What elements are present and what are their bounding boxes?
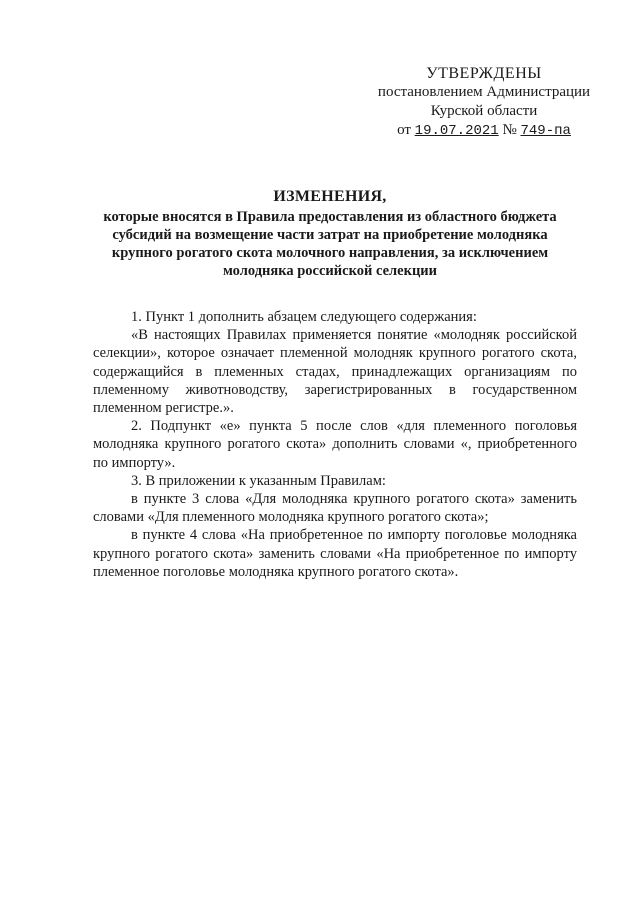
document-body — [93, 308, 577, 581]
paragraph-3: 2. Подпункт «е» пункта 5 после слов «для племенного поголовья молодняка крупного рогатого скота» дополнить словами «, приобретенного по импорту». — [93, 418, 577, 471]
approval-issuer: постановлением Администрации — [377, 84, 591, 100]
date-prefix: от — [397, 122, 411, 138]
approval-date-row — [364, 121, 604, 141]
document-title: ИЗМЕНЕНИЯ, — [273, 188, 387, 205]
paragraph-5: в пункте 3 слова «Для молодняка крупного рогатого скота» заменить словами «Для племенного молодняка крупного рогатого скота»; — [93, 491, 577, 526]
approval-number: 749-па — [520, 123, 571, 139]
approval-date: 19.07.2021 — [414, 123, 499, 139]
paragraph-2: «В настоящих Правилах применяется понятие «молодняк российской селекции», которое означает племенной молодняк крупного рогатого скота, содержащийся в племенных стадах, принадлежащих организациям по племенному животноводству, зарегистрированных в государственном племенном регистре.». — [93, 327, 577, 417]
approval-region: Курской области — [430, 103, 538, 119]
document-heading — [96, 188, 564, 280]
paragraph-6: в пункте 4 слова «На приобретенное по импорту поголовье молодняка крупного рогатого скота» заменить словами «На приобретенное по импорту племенное поголовье молодняка крупного рогатого скота». — [93, 527, 577, 580]
paragraph-1: 1. Пункт 1 дополнить абзацем следующего содержания: — [131, 309, 477, 325]
approval-title: УТВЕРЖДЕНЫ — [426, 65, 542, 82]
paragraph-4: 3. В приложении к указанным Правилам: — [131, 472, 386, 489]
document-subtitle: которые вносятся в Правила предоставления из областного бюджета субсидий на возмещение части затрат на приобретение молодняка крупного рогатого скота молочного направления, за исключением молодняка российской селекции — [103, 209, 557, 279]
approval-block — [364, 64, 604, 141]
number-sign: № — [502, 122, 517, 138]
